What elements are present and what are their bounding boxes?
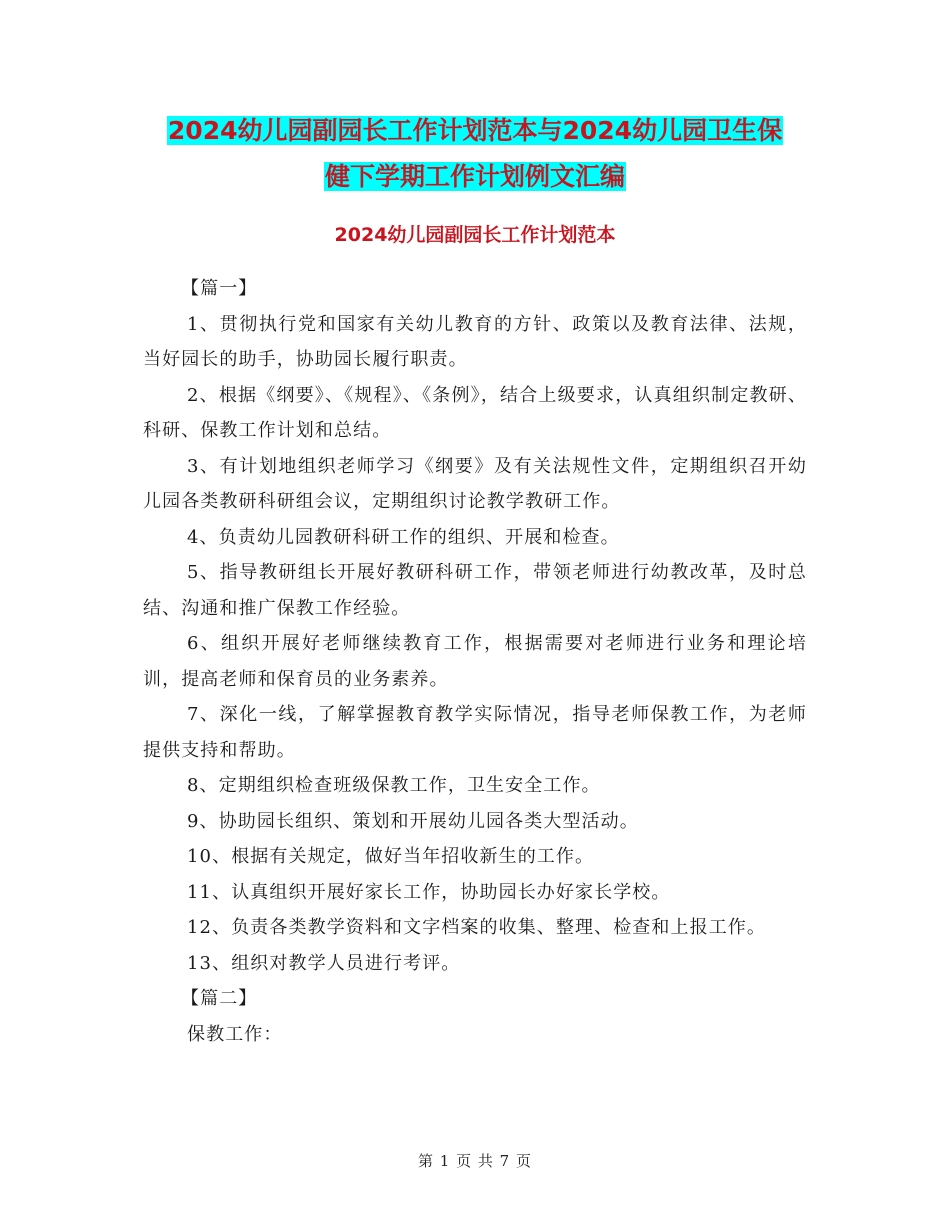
paragraph-item-11: 11、认真组织开展好家长工作，协助园长办好家长学校。 — [187, 881, 671, 903]
paragraph-item-9: 9、协助园长组织、策划和开展幼儿园各类大型活动。 — [187, 810, 639, 832]
part-one-heading: 【篇一】 — [181, 278, 258, 299]
paragraph-item-5: 5、指导教研组长开展好教研科研工作，带领老师进行幼教改革，及时总结、沟通和推广保教工作经验。 — [143, 562, 807, 619]
document-title-line-1: 2024幼儿园副园长工作计划范本与2024幼儿园卫生保 — [167, 116, 783, 145]
paragraph-item-10: 10、根据有关规定，做好当年招收新生的工作。 — [187, 846, 595, 867]
page-footer: 第 1 页 共 7 页 — [418, 1152, 532, 1170]
paragraph-care-education: 保教工作： — [187, 1023, 283, 1045]
part-two-heading: 【篇二】 — [181, 988, 258, 1009]
paragraph-item-3: 3、有计划地组织老师学习《纲要》及有关法规性文件，定期组织召开幼儿园各类教研科研组会议，定期组织讨论教学教研工作。 — [143, 455, 807, 512]
paragraph-item-2: 2、根据《纲要》、《规程》、《条例》，结合上级要求，认真组织制定教研、科研、保教工作计划和总结。 — [143, 384, 807, 441]
paragraph-item-1: 1、贯彻执行党和国家有关幼儿教育的方针、政策以及教育法律、法规，当好园长的助手，协助园长履行职责。 — [143, 313, 807, 370]
document-title-line-2: 健下学期工作计划例文汇编 — [324, 162, 625, 191]
paragraph-item-6: 6、组织开展好老师继续教育工作，根据需要对老师进行业务和理论培训，提高老师和保育员的业务素养。 — [143, 633, 807, 690]
paragraph-item-4: 4、负责幼儿园教研科研工作的组织、开展和检查。 — [187, 526, 620, 548]
paragraph-item-12: 12、负责各类教学资料和文字档案的收集、整理、检查和上报工作。 — [187, 917, 767, 938]
paragraph-item-8: 8、定期组织检查班级保教工作，卫生安全工作。 — [187, 775, 601, 796]
paragraph-item-13: 13、组织对教学人员进行考评。 — [187, 952, 461, 974]
document-body — [143, 271, 807, 1052]
section-title: 2024幼儿园副园长工作计划范本 — [334, 224, 616, 246]
document-title — [140, 108, 810, 200]
paragraph-item-7: 7、深化一线，了解掌握教育教学实际情况，指导老师保教工作，为老师提供支持和帮助。 — [143, 704, 807, 761]
